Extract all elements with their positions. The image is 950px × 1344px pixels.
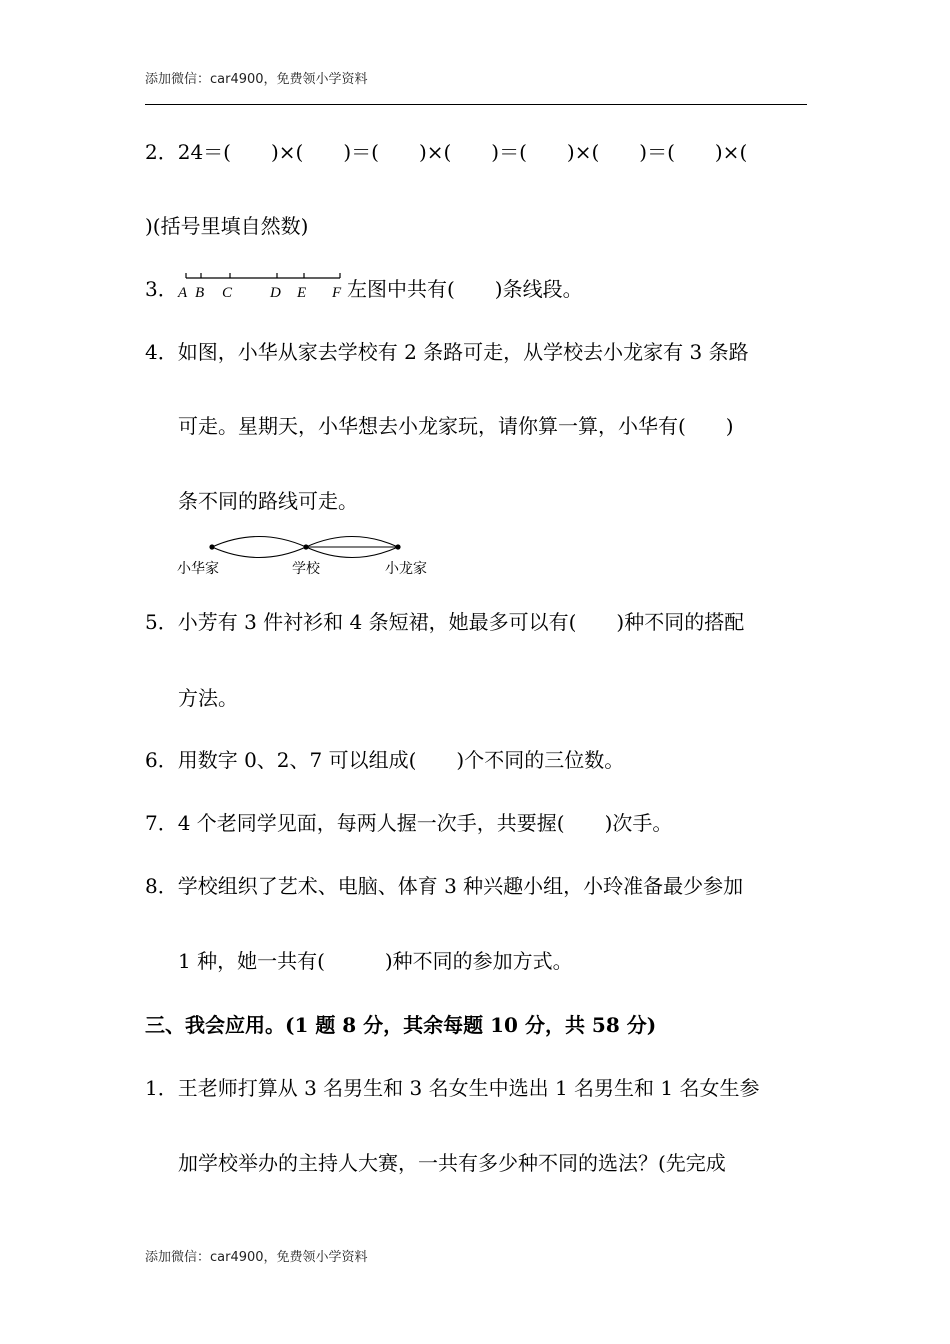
route-home-school-1 — [212, 537, 306, 548]
route-home-school-2 — [212, 547, 306, 558]
point-e-label: E — [297, 285, 307, 301]
label-xiaohua-home: 小华家 — [177, 561, 219, 577]
q5-line-1: 5．小芳有 3 件衬衫和 4 条短裙，她最多可以有( )种不同的搭配 — [145, 610, 745, 634]
header-divider — [145, 104, 807, 105]
q5-line-2: 方法。 — [178, 686, 238, 710]
point-d-label: D — [270, 285, 281, 301]
segment-diagram — [176, 270, 348, 302]
q8-line-1: 8．学校组织了艺术、电脑、体育 3 种兴趣小组，小玲准备最少参加 — [145, 874, 744, 898]
s3-q1-line-1: 1．王老师打算从 3 名男生和 3 名女生中选出 1 名男生和 1 名女生参 — [145, 1076, 760, 1100]
q2-line-2: )(括号里填自然数) — [145, 214, 309, 238]
footer-watermark: 添加微信：car4900，免费领小学资料 — [145, 1250, 368, 1265]
label-xiaolong-home: 小龙家 — [385, 561, 427, 577]
section-3-title: 三、我会应用。(1 题 8 分，其余每题 10 分，共 58 分) — [145, 1013, 657, 1037]
point-b-label: B — [195, 285, 205, 301]
q2-line-1: 2．24＝( )×( )＝( )×( )＝( )×( )＝( )×( — [145, 140, 748, 164]
q3-text: 左图中共有( )条线段。 — [347, 277, 583, 301]
point-f-label: F — [332, 285, 342, 301]
dragon-home-point — [395, 544, 400, 549]
q4-line-2: 可走。星期天，小华想去小龙家玩，请你算一算，小华有( ) — [178, 414, 734, 438]
school-point — [303, 544, 308, 549]
route-diagram — [172, 530, 442, 580]
label-school: 学校 — [292, 561, 320, 577]
route-school-dragon-1 — [306, 537, 398, 548]
q4-line-1: 4．如图，小华从家去学校有 2 条路可走，从学校去小龙家有 3 条路 — [145, 340, 749, 364]
s3-q1-line-2: 加学校举办的主持人大赛，一共有多少种不同的选法？(先完成 — [178, 1151, 726, 1175]
point-c-label: C — [222, 285, 233, 301]
q3-number: 3． — [145, 277, 178, 301]
point-a-label: A — [178, 285, 188, 301]
q8-line-2: 1 种，她一共有( )种不同的参加方式。 — [178, 949, 573, 973]
q4-line-3: 条不同的路线可走。 — [178, 489, 358, 513]
q6-line-1: 6．用数字 0、2、7 可以组成( )个不同的三位数。 — [145, 748, 625, 772]
header-watermark: 添加微信：car4900，免费领小学资料 — [145, 72, 368, 87]
q7-line-1: 7．4 个老同学见面，每两人握一次手，共要握( )次手。 — [145, 811, 673, 835]
route-school-dragon-3 — [306, 547, 398, 558]
home-point — [209, 544, 214, 549]
